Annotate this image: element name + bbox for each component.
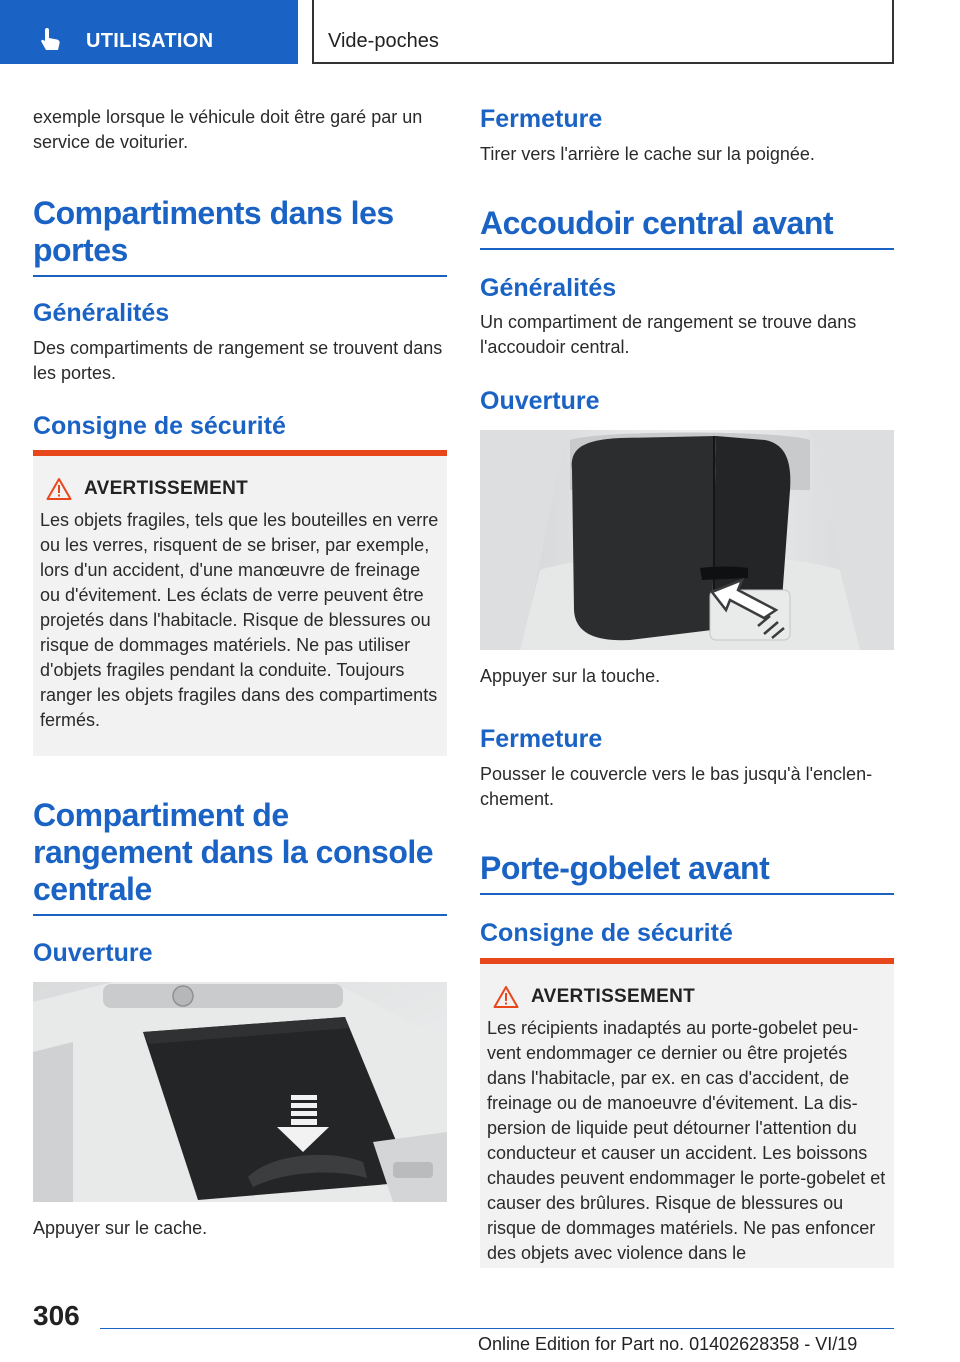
center-console-image [33, 982, 447, 1202]
heading-opening-armrest: Ouverture [480, 387, 600, 415]
warning-title-cupholder: AVERTISSEMENT [531, 986, 696, 1007]
heading-front-armrest: Accoudoir central avant [480, 205, 894, 250]
heading-center-console: Compartiment de rangement dans la console centrale [33, 797, 447, 916]
section-title: UTILISATION [86, 30, 214, 52]
hand-pointer-icon [38, 26, 64, 52]
warning-triangle-icon [493, 985, 519, 1009]
warning-title: AVERTISSEMENT [84, 478, 249, 499]
edition-note: Online Edition for Part no. 01402628358 - VI/19 [478, 1334, 858, 1354]
warning-box [33, 450, 447, 756]
armrest-illustration [480, 430, 894, 650]
caption-armrest: Appuyer sur la touche. [480, 666, 661, 686]
heading-front-cupholder: Porte-gobelet avant [480, 850, 894, 895]
heading-opening: Ouverture [33, 939, 153, 967]
center-console-illustration [33, 982, 447, 1202]
closing-text: Tirer vers l'arrière le cache sur la poignée. [480, 144, 815, 164]
footer-divider [100, 1328, 894, 1329]
heading-closing: Fermeture [480, 105, 603, 133]
heading-door-compartments: Compartiments dans les portes [33, 195, 447, 277]
section-tab[interactable] [0, 0, 298, 64]
heading-general-armrest: Généralités [480, 274, 617, 302]
general-text: Des compartiments de rangement se trouvent dans les portes. [33, 338, 443, 383]
heading-general: Généralités [33, 299, 170, 327]
intro-text: exemple lorsque le véhicule doit être garé par un service de voiturier. [33, 107, 423, 152]
subsection-box [312, 0, 894, 64]
general-text-armrest: Un compartiment de rangement se trouve dans l'accoudoir central. [480, 312, 857, 357]
closing-text-armrest: Pousser le couvercle vers le bas jusqu'à l'enclenchement. [480, 764, 873, 809]
subsection-title: Vide-poches [328, 30, 439, 52]
armrest-image [480, 430, 894, 650]
page-number: 306 [33, 1300, 80, 1331]
heading-closing-armrest: Fermeture [480, 725, 603, 753]
warning-triangle-icon [46, 477, 72, 501]
warning-text: Les objets fragiles, tels que les bouteilles en verre ou les verres, risquent de se briser, par exemple, lors d'un accident, d'une manœuvre de freinage ou d'évitement. Les éclats de verre peuvent être projetés dans l'habitacle. Risque de blessures ou risque de dommages matériels. Ne pas utiliser d'objets fragiles pendant la conduite. Toujours ranger les objets fragiles dans des compartiments fermés. [40, 510, 439, 730]
heading-safety-cupholder: Consigne de sécurité [480, 919, 733, 947]
warning-box-cupholder [480, 958, 894, 1268]
heading-safety: Consigne de sécurité [33, 412, 286, 440]
caption-center-console: Appuyer sur le cache. [33, 1218, 208, 1238]
warning-text-cupholder: Les récipients inadaptés au porte-gobelet peuvent endommager ce dernier ou être projetés dans l'habitacle, par ex. en cas d'accident, de freinage ou de manoeuvre d'évitement. La dispersion de liquide peut détourner l'attention du conducteur et causer un accident. Les boissons chaudes peuvent endommager le porte-gobelet et causer des brûlures. Risque de blessures ou risque de dommages matériels. Ne pas enfoncer des objets avec violence dans le [487, 1018, 886, 1263]
